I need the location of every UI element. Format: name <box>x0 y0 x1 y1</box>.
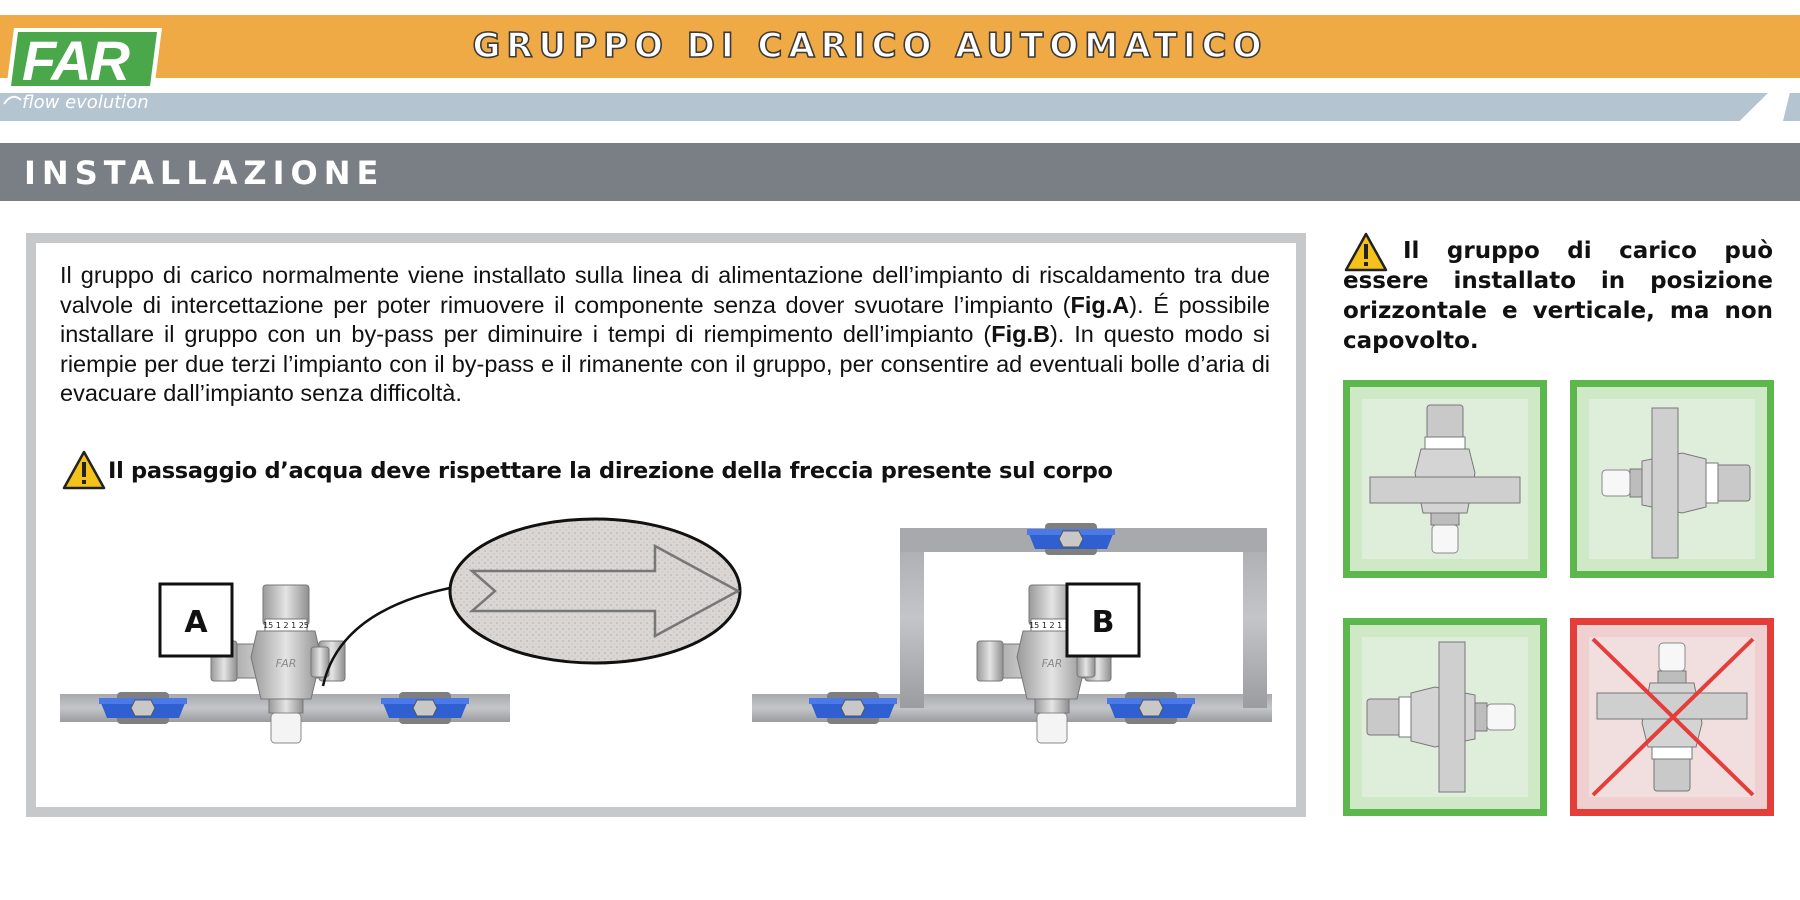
logo-text: FAR <box>22 29 128 92</box>
fig-b-label: B <box>1091 605 1115 640</box>
bypass-riser-right <box>1243 528 1267 708</box>
paragraph-part-2: ). É possibile installare il gruppo con un by-pass per diminuire i tempi di riempimento dell’impianto ( <box>60 291 1271 347</box>
filling-valve-icon <box>1577 625 1767 809</box>
flow-direction-text: Il passaggio d’acqua deve rispettare la direzione della freccia presente sul corpo <box>108 458 1113 484</box>
paragraph-part-1: Il gruppo di carico normalmente viene installato sulla linea di alimentazione dell’impianto di riscaldamento tra due valvole di intercettazione per poter rimuovere il componente senza dover svuotare l’impianto ( <box>60 262 1270 318</box>
orientation-tile-horizontal <box>1570 380 1774 578</box>
bypass-riser-left <box>900 528 924 708</box>
filling-valve-icon <box>1577 387 1767 571</box>
header-sub-band <box>0 93 1768 121</box>
page-title: GRUPPO DI CARICO AUTOMATICO <box>472 26 1268 66</box>
header-sub-band-tail <box>1783 93 1800 121</box>
paragraph-part-3: ). In questo modo si riempie per due terzi l’impianto con il by-pass e il rimanente con il gruppo, per consentire ad eventuali bolle d’aria di evacuare dall’impianto senza difficoltà. <box>60 321 1270 406</box>
tagline-swoosh-icon <box>2 94 22 106</box>
orientation-tile-upside-down <box>1570 618 1774 816</box>
filling-valve-icon <box>1350 387 1540 571</box>
flow-direction-note <box>60 450 1275 492</box>
orientation-tile-horizontal-reversed <box>1343 618 1547 816</box>
installation-diagram: 15 1 2 1 25 FAR A B <box>40 508 1280 798</box>
warning-icon <box>62 450 106 490</box>
logo-tagline: flow evolution <box>22 92 149 113</box>
section-title: INSTALLAZIONE <box>24 154 385 192</box>
fig-a-label: A <box>184 605 208 640</box>
orientation-note <box>1343 236 1773 356</box>
installation-paragraph <box>60 261 1270 409</box>
orientation-note-text: Il gruppo di carico può essere installato in posizione orizzontale e verticale, ma non capovolto. <box>1343 238 1773 354</box>
fig-a-reference: Fig.A <box>1070 291 1130 318</box>
filling-valve-icon <box>1350 625 1540 809</box>
orientation-tile-vertical <box>1343 380 1547 578</box>
fig-b-reference: Fig.B <box>991 321 1050 347</box>
